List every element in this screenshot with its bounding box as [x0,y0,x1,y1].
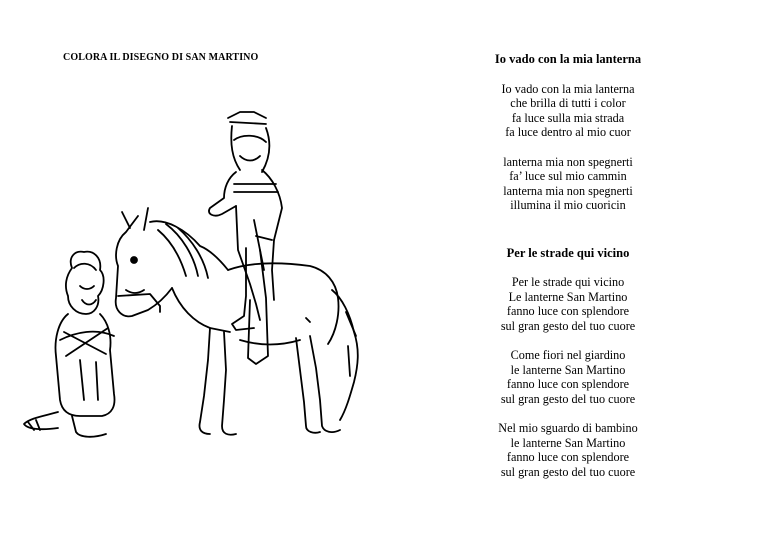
beggar-figure [24,252,115,437]
song1-stanza-1 [470,82,666,140]
song-line: illumina il mio cuoricin [510,198,626,213]
song-line: sul gran gesto del tuo cuore [500,464,636,479]
song-line: che brilla di tutti i color [510,96,626,111]
song-line: Io vado con la mia lanterna [501,81,635,96]
song-line: Per le strade qui vicino [511,275,625,290]
san-martino-illustration [10,100,370,480]
song-line: lanterna mia non spegnerti [503,183,633,198]
song2-title: Per le strade qui vicino [506,245,630,260]
song-line: lanterna mia non spegnerti [503,154,633,169]
song-line: fanno luce con splendore [506,450,630,465]
song-line: le lanterne San Martino [510,362,626,377]
song1-stanza-2 [470,155,666,213]
song2-stanza-2 [470,348,666,406]
song-line: fanno luce con splendore [506,377,630,392]
song-line: fanno luce con splendore [506,304,630,319]
song-line: Le lanterne San Martino [508,289,628,304]
song-line: fa’ luce sul mio cammin [509,169,627,184]
song-line: Come fiori nel giardino [510,348,626,363]
song-line: sul gran gesto del tuo cuore [500,391,636,406]
song-line: fa luce dentro al mio cuor [505,125,631,140]
song-line: Nel mio sguardo di bambino [498,421,638,436]
songs-column [470,52,666,479]
song2-stanza-3 [470,421,666,479]
song-line: sul gran gesto del tuo cuore [500,318,636,333]
rider-figure [209,112,282,364]
song-line: le lanterne San Martino [510,435,626,450]
song2-stanza-1 [470,275,666,333]
song-line: fa luce sulla mia strada [511,110,625,125]
song1-title: Io vado con la mia lanterna [494,52,642,66]
page-heading: COLORA IL DISEGNO DI SAN MARTINO [63,52,259,63]
